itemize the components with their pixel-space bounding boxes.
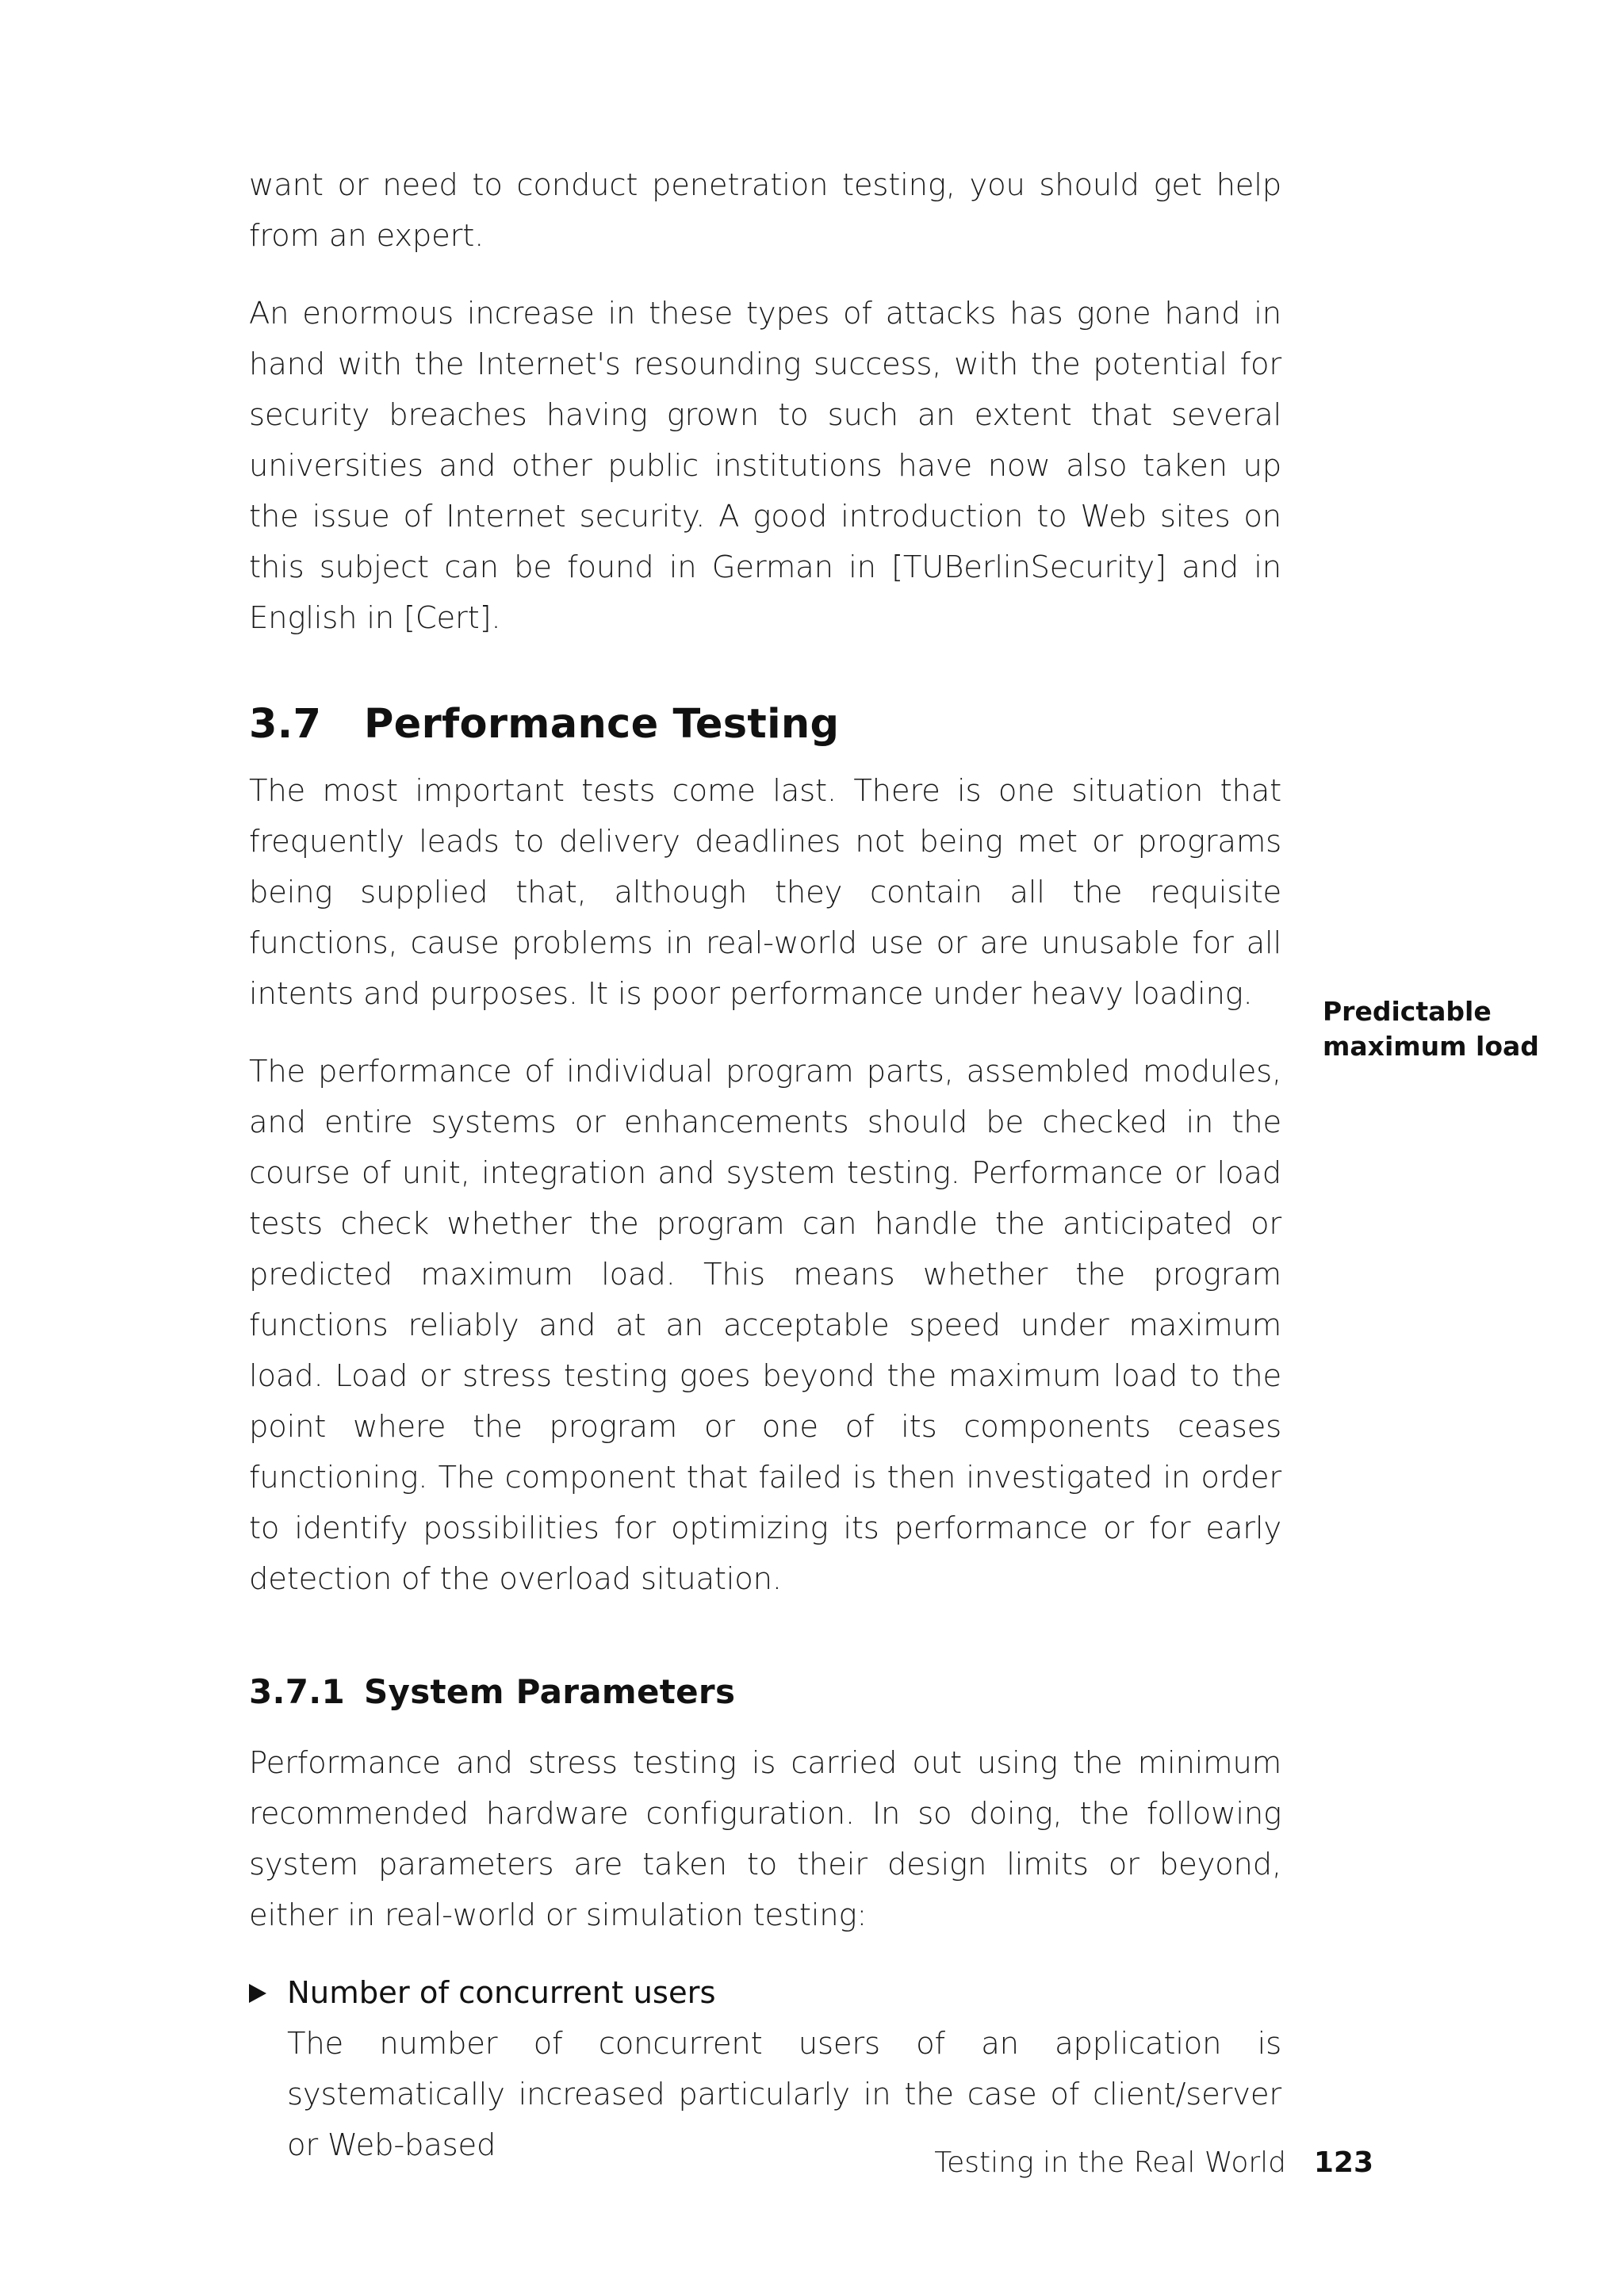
margin-note <box>1323 994 1561 1064</box>
subsection-number: 3.7.1 <box>249 1672 346 1711</box>
section-number: 3.7 <box>249 701 322 748</box>
bullet-text: The number of concurrent users of an application is systematically increased particularly in the case of client/server or Web-based <box>287 2026 1281 2163</box>
section-paragraph-1: The most important tests come last. There is one situation that frequently leads to delivery deadlines not being met or programs being supplied that, although they contain all the requisite functions, cause problems in real-world use or are unusable for all intents and purposes. It is poor performance under heavy loading. <box>249 773 1281 1012</box>
margin-note-line-2: maximum load <box>1323 1031 1539 1062</box>
section-heading <box>249 699 1281 750</box>
bullet-heading <box>249 1968 1281 2019</box>
subsection-heading <box>249 1667 1281 1717</box>
main-text-column <box>249 160 1281 2171</box>
running-footer-title: Testing in the Real World <box>934 2146 1286 2179</box>
page-number: 123 <box>1313 2146 1373 2179</box>
triangle-bullet-icon <box>249 1984 266 2003</box>
subsection-title: System Parameters <box>364 1672 736 1711</box>
bullet-item <box>249 1968 1281 2171</box>
bullet-title: Number of concurrent users <box>287 1975 716 2011</box>
section-paragraph-2: The performance of individual program parts, assembled modules, and entire systems or enhancements should be checked in the course of unit, integration and system testing. Performance or load tests check whether the program can handle the anticipated or predicted maximum load. This means whether the program functions reliably and at an acceptable speed under maximum load. Load or stress testing goes beyond the maximum load to the point where the program or one of its components ceases functioning. The component that failed is then investigated in order to identify possibilities for optimizing its performance or for early detection of the overload situation. <box>249 1054 1281 1597</box>
intro-paragraph-1: want or need to conduct penetration testing, you should get help from an expert. <box>249 167 1281 254</box>
section-title: Performance Testing <box>364 701 840 748</box>
page-footer <box>872 2142 1373 2184</box>
subsection-paragraph: Performance and stress testing is carried out using the minimum recommended hardware configuration. In so doing, the following system parameters are taken to their design limits or beyond, either in real-world or simulation testing: <box>249 1745 1281 1933</box>
margin-note-line-1: Predictable <box>1323 996 1492 1027</box>
intro-paragraph-2: An enormous increase in these types of attacks has gone hand in hand with the Internet's resounding success, with the potential for security breaches having grown to such an extent that several universities and other public institutions have now also taken up the issue of Internet security. A good introduction to Web sites on this subject can be found in German in [TUBerlinSecurity] and in English in [Cert]. <box>249 296 1281 636</box>
